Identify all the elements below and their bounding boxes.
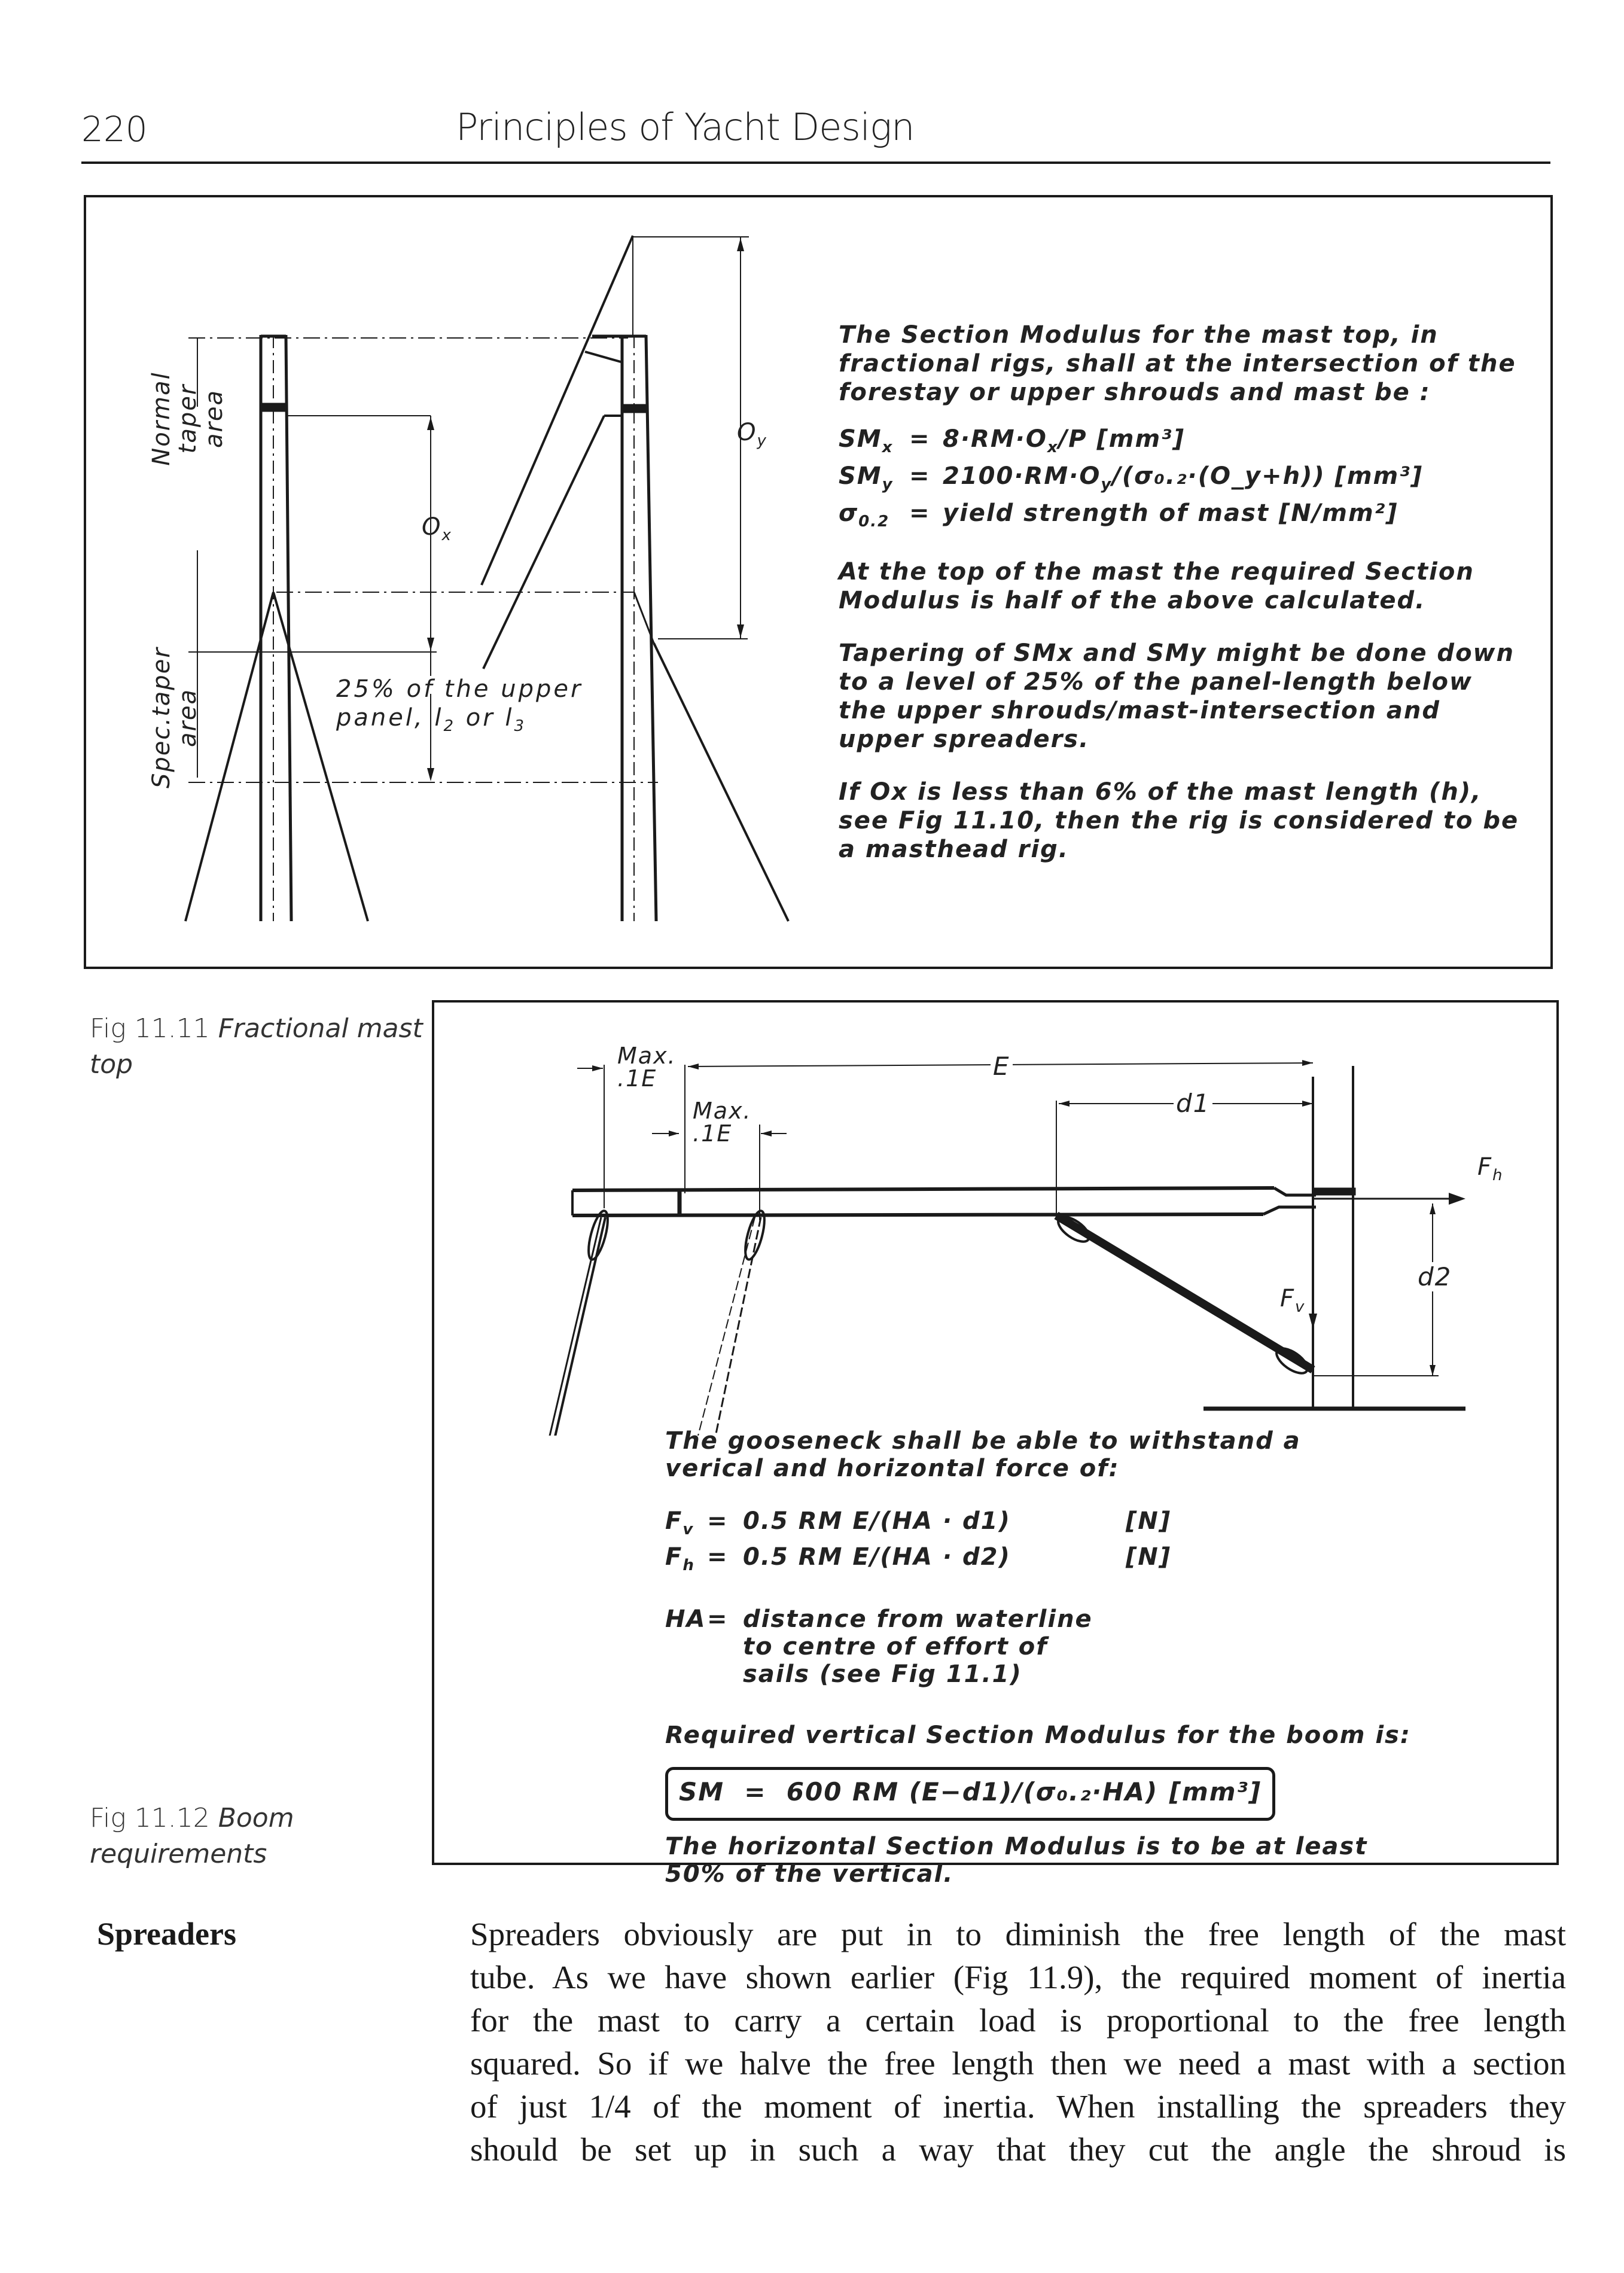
gooseneck-intro: The gooseneck shall be able to withstand a verical and horizontal force of: <box>665 1427 1301 1482</box>
panel-label: 25% of the upper panel, $l_2$ or $l_3$ <box>336 675 583 735</box>
mast-top-intro: The Section Modulus for the mast top, in fractional rigs, shall at the intersection of the forestay or upper shrouds and mast be : <box>839 321 1516 406</box>
figure-11-12-caption: Fig 11.12 Boom requirements <box>90 1803 294 1869</box>
force-fv-equation: $F_v$ = 0.5 RM E/(HA · d1) [N] <box>665 1507 1172 1538</box>
spec-taper-label: Spec.taper area <box>148 647 202 788</box>
running-title: Principles of Yacht Design <box>456 105 915 149</box>
ha-definition: HA = distance from waterline to centre of effort of sails (see Fig 11.1) <box>665 1605 1093 1688</box>
dimension-d1-label: d1 <box>1174 1089 1212 1118</box>
section-heading: Spreaders <box>97 1916 237 1952</box>
equation-sigma: $\sigma_{0.2}$ = yield strength of mast [N/mm²] <box>839 499 1398 531</box>
boom-sm-formula-box: SM = 600 RM (E−d1)/(σ₀.₂·HA) [mm³] <box>665 1767 1275 1821</box>
horizontal-sm-note: The horizontal Section Modulus is to be at least 50% of the vertical. <box>665 1833 1368 1888</box>
tapering-note: Tapering of SMx and SMy might be done down to a level of 25% of the panel-length below the upper shrouds/mast-intersection and upper spreaders. <box>839 639 1515 753</box>
figure-11-11-caption: Fig 11.11 Fractional mast top <box>90 1013 423 1080</box>
max-01e-label-1: Max. .1E <box>617 1043 677 1092</box>
oy-label: $O_y$ <box>737 419 767 450</box>
equation-smx: $SM_x$ = $8\cdot RM\cdot O_x/P$ [mm³] <box>839 425 1185 456</box>
page-number: 220 <box>81 109 148 150</box>
normal-taper-label: Normal taper area <box>148 371 228 466</box>
force-fv-label: $F_v$ <box>1280 1285 1306 1316</box>
force-fh-label: $F_h$ <box>1477 1153 1504 1184</box>
mast-top-half-note: At the top of the mast the required Section Modulus is half of the above calculated. <box>839 558 1474 614</box>
mast-top-rules <box>839 321 1527 888</box>
force-fh-equation: $F_h$ = 0.5 RM E/(HA · d2) [N] <box>665 1543 1172 1574</box>
dimension-e-label: E <box>991 1052 1013 1081</box>
boom-drawing <box>0 957 1624 1436</box>
required-sm-label: Required vertical Section Modulus for the boom is: <box>665 1721 1411 1749</box>
masthead-rig-note: If Ox is less than 6% of the mast length (h), see Fig 11.10, then the rig is considered to be a masthead rig. <box>839 778 1519 863</box>
gooseneck-rules <box>665 1427 1515 1888</box>
dimension-d2-label: d2 <box>1415 1262 1454 1291</box>
max-01e-label-2: Max. .1E <box>693 1098 752 1147</box>
ox-label: $O_x$ <box>422 513 452 544</box>
equation-smy: $SM_y$ = $2100\cdot RM\cdot O_y/(\sigma_0._2\cdot(O\_y+h))$ [mm³] <box>839 462 1424 493</box>
body-paragraph: Spreaders obviously are put in to diminish the free length of the mast tube. As we have shown earlier (Fig 11.9), the required moment of inertia for the mast to carry a certain load is proportional to the free length squared. So if we halve the free length then we need a mast with a section of just 1/4 of the moment of inertia. When installing the spreaders they should be set up in such a way that they cut the angle the shroud is <box>470 1916 1566 2168</box>
mast-top-equations <box>839 425 1527 536</box>
